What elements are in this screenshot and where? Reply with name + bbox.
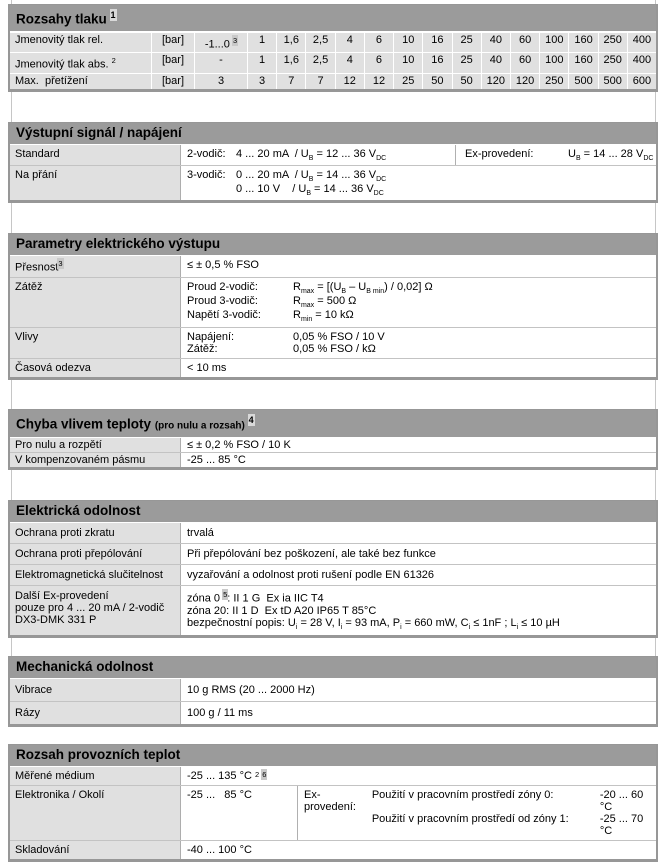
ex-lines: [372, 789, 656, 837]
spec-row: [10, 701, 656, 724]
ex-line-text: Použití v pracovním prostředí od zóny 1:: [371, 812, 569, 825]
row-value: -40 ... 100 °C: [187, 843, 252, 856]
table-cell: 25: [453, 33, 481, 53]
table-cell: 1: [248, 53, 276, 73]
row-label: Na přání: [10, 166, 181, 200]
section-operating-temperatures: [8, 744, 658, 862]
table-cell: 10: [394, 33, 422, 53]
zone0-approval: zóna 0 $^5$: II 1 G Ex ia IIC T4: [187, 590, 324, 605]
spec-rows: [10, 256, 656, 376]
ex-version-label: Ex-provedení:: [304, 788, 356, 813]
row-content: [181, 166, 656, 200]
table-cell: 25: [394, 74, 422, 89]
table-cell: -1...0 $^3$: [195, 33, 247, 53]
sub-row: [187, 343, 385, 355]
section-pressure-ranges-title: [10, 5, 656, 32]
label-line: DX3-DMK 331 P: [15, 614, 97, 627]
table-cell: 160: [569, 33, 597, 53]
table-cell: 7: [306, 74, 334, 89]
row-unit: [bar]: [152, 53, 194, 73]
signal-options: [236, 169, 386, 197]
ex-line-text: Použití v pracovním prostředí zóny 0:: [371, 788, 554, 801]
temperature-range: -25 ... 85 °C: [187, 788, 252, 801]
row-content: [181, 786, 656, 840]
sub-value: $R_{min} = 10$ kΩ: [293, 309, 354, 324]
row-label: Vibrace: [10, 679, 181, 701]
spec-row: [10, 452, 656, 467]
row-label: Zátěž: [10, 278, 181, 327]
table-cell: -: [195, 53, 247, 73]
table-cell: 16: [423, 53, 451, 73]
table-cell: 12: [336, 74, 364, 89]
sub-rows: [187, 281, 433, 324]
section-pressure-ranges: [8, 4, 658, 92]
ex-version-value: $U_B = 14$ ... 28 $V_{DC}$: [568, 147, 654, 162]
sub-row: [187, 309, 433, 323]
section-temperature-error: [8, 409, 658, 471]
spec-row: [10, 840, 656, 859]
row-unit: [bar]: [152, 33, 194, 53]
spec-row: [10, 785, 656, 840]
section-title-text: Parametry elektrického výstupu: [16, 236, 221, 252]
wire-type: 2-vodič:: [187, 147, 226, 160]
section-mechanical-strength-title: [10, 657, 656, 679]
table-cell: 100: [540, 53, 568, 73]
label-line: Další Ex-provedení: [15, 590, 109, 603]
signal-range: 4 ... 20 mA / $U_B = 12$ ... 36 $V_{DC}$: [236, 147, 387, 162]
table-cell: 3: [248, 74, 276, 89]
table-cell: 50: [453, 74, 481, 89]
spec-rows: [10, 523, 656, 635]
section-title-text: Mechanická odolnost: [16, 658, 154, 674]
row-value: ≤ ± 0,2 % FSO / 10 K: [187, 439, 291, 452]
table-cell: 6: [365, 53, 393, 73]
table-cell: 120: [511, 74, 539, 89]
ex-version-block: [455, 145, 656, 165]
ex-line: [372, 789, 656, 813]
spec-rows: [10, 767, 656, 859]
section-output-signal-title: [10, 123, 656, 145]
row-value: vyzařování a odolnost proti rušení podle EN 61326: [187, 569, 435, 582]
table-cell: 250: [540, 74, 568, 89]
section-temperature-error-title: [10, 410, 656, 439]
table-cell: 40: [482, 33, 510, 53]
sub-value: $R_{max} = [(U_B - U_{B min}) / 0,02]$ Ω: [293, 281, 433, 296]
ex-line: [372, 813, 656, 837]
sub-value: 0,05 % FSO / kΩ: [293, 342, 376, 355]
row-label: Měřené médium: [10, 767, 181, 785]
section-output-signal: [8, 122, 658, 204]
table-cell: 120: [482, 74, 510, 89]
row-label: Pro nulu a rozpětí: [10, 438, 181, 452]
sub-row: [187, 281, 433, 295]
zone20-approval: zóna 20: II 1 D Ex tD A20 IP65 T 85°C: [187, 604, 377, 617]
ex-line-value: -20 ... 60 °C: [599, 788, 647, 813]
table-cell: 2,5: [306, 53, 334, 73]
table-cell: 40: [482, 53, 510, 73]
spec-row: [10, 543, 656, 564]
table-cell: 1,6: [277, 53, 305, 73]
spec-row: [10, 327, 656, 358]
row-content: [181, 586, 656, 635]
table-cell: 250: [599, 53, 627, 73]
spec-row: [10, 165, 656, 200]
table-cell: 12: [365, 74, 393, 89]
spec-rows: [10, 438, 656, 467]
table-row: [10, 53, 656, 73]
row-label: [10, 586, 181, 635]
pressure-table: [10, 33, 656, 89]
row-content: [181, 328, 656, 358]
table-row: [10, 74, 656, 89]
row-label: V kompenzovaném pásmu: [10, 453, 181, 467]
table-cell: 10: [394, 53, 422, 73]
table-cell: 60: [511, 53, 539, 73]
sub-key: Proud 3-vodič:: [187, 295, 258, 308]
signal-range: 0 ... 10 V / $U_B = 14$ ... 36 $V_{DC}$: [236, 183, 384, 198]
section-electrical-strength: [8, 500, 658, 638]
spec-row: [10, 523, 656, 543]
table-cell: 25: [453, 53, 481, 73]
section-electrical-strength-title: [10, 501, 656, 523]
sub-key: Zátěž:: [187, 342, 218, 355]
row-label: Ochrana proti zkratu: [10, 523, 181, 543]
sub-key: Napájení:: [187, 330, 235, 343]
spec-rows: [10, 145, 656, 201]
table-cell: 250: [599, 33, 627, 53]
section-title-text: Rozsahy tlaku: [16, 11, 107, 27]
table-cell: 600: [628, 74, 656, 89]
section-title-text: Rozsah provozních teplot: [16, 746, 181, 762]
row-label: Jmenovitý tlak abs. $^2$: [10, 53, 151, 73]
spec-row: [10, 256, 656, 277]
section-electrical-output: [8, 233, 658, 379]
spec-row: [10, 438, 656, 452]
label-lines: [15, 590, 178, 626]
row-content: [181, 278, 656, 327]
spec-row: [10, 679, 656, 701]
table-cell: 400: [628, 53, 656, 73]
safety-parameters: bezpečnostní popis: $U_i = 28$ V, $I_i = 93$ mA, $P_i = 660$ mW, $C_i \le 1nF$ ; $L_i \le 10$ µH: [187, 616, 560, 631]
row-label: Vlivy: [10, 328, 181, 358]
row-label: Max. přetížení: [10, 74, 151, 89]
row-label: Standard: [10, 145, 181, 165]
row-label: Rázy: [10, 702, 181, 724]
section-operating-temperatures-title: [10, 745, 656, 767]
sub-value: $R_{max} = 500$ Ω: [293, 295, 357, 310]
table-cell: 16: [423, 33, 451, 53]
spec-row: [10, 564, 656, 585]
row-value: -25 ... 85 °C: [187, 454, 246, 467]
standard-output-value: [187, 148, 455, 162]
spec-row: [10, 277, 656, 327]
table-cell: 160: [569, 53, 597, 73]
table-cell: 500: [569, 74, 597, 89]
sub-key: Napětí 3-vodič:: [187, 309, 261, 322]
row-content: [181, 145, 656, 165]
sub-value: 0,05 % FSO / 10 V: [293, 330, 385, 343]
ex-version-label: Ex-provedení:: [465, 147, 534, 160]
table-cell: 1: [248, 33, 276, 53]
section-title-text: Chyba vlivem teploty: [16, 416, 152, 432]
table-cell: 7: [277, 74, 305, 89]
spec-row: [10, 145, 656, 165]
table-cell: 100: [540, 33, 568, 53]
row-label: Přesnost$^3$: [10, 256, 181, 277]
row-value: -25 ... 135 °C 2 6: [187, 769, 267, 782]
label-line: pouze pro 4 ... 20 mA / 2-vodič: [15, 602, 165, 615]
row-value: < 10 ms: [187, 361, 227, 374]
row-label: Elektromagnetická slučitelnost: [10, 565, 181, 585]
row-label: Skladování: [10, 841, 181, 859]
spec-row: [10, 585, 656, 635]
row-value: trvalá: [187, 527, 214, 540]
table-cell: 6: [365, 33, 393, 53]
sub-row: [187, 331, 385, 343]
spec-row: [10, 358, 656, 377]
row-label: Ochrana proti přepólování: [10, 544, 181, 564]
row-label: Elektronika / Okolí: [10, 786, 181, 840]
section-title-text: Elektrická odolnost: [16, 503, 141, 519]
table-cell: 4: [336, 53, 364, 73]
table-cell: 50: [423, 74, 451, 89]
table-cell: 1,6: [277, 33, 305, 53]
sub-row: [187, 295, 433, 309]
footnote-marker: 4: [248, 414, 254, 425]
spec-rows: [10, 679, 656, 724]
footnote-marker: 1: [110, 10, 116, 20]
table-row: [10, 33, 656, 53]
table-cell: 60: [511, 33, 539, 53]
ex-approval-lines: [187, 590, 560, 631]
section-title-suffix: (pro nulu a rozsah): [154, 420, 245, 432]
table-cell: 3: [195, 74, 247, 89]
ex-version-block: [297, 786, 656, 840]
sub-rows: [187, 331, 385, 355]
row-label: Jmenovitý tlak rel.: [10, 33, 151, 53]
row-unit: [bar]: [152, 74, 194, 89]
row-value: 100 g / 11 ms: [187, 706, 253, 719]
row-value: ≤ ± 0,5 % FSO: [187, 259, 259, 272]
section-title-text: Výstupní signál / napájení: [16, 124, 182, 140]
ex-line-value: -25 ... 70 °C: [599, 812, 647, 837]
sub-key: Proud 2-vodič:: [187, 281, 258, 294]
row-value: Při přepólování bez poškození, ale také bez funkce: [187, 548, 436, 561]
table-cell: 4: [336, 33, 364, 53]
table-cell: 2,5: [306, 33, 334, 53]
table-cell: 400: [628, 33, 656, 53]
table-cell: 500: [599, 74, 627, 89]
signal-range: 0 ... 20 mA / $U_B = 14$ ... 36 $V_{DC}$: [236, 169, 387, 184]
section-mechanical-strength: [8, 656, 658, 727]
row-value: 10 g RMS (20 ... 2000 Hz): [187, 683, 315, 696]
section-electrical-output-title: [10, 234, 656, 256]
spec-row: [10, 767, 656, 785]
row-label: Časová odezva: [10, 359, 181, 377]
wire-type: 3-vodič:: [187, 169, 226, 181]
